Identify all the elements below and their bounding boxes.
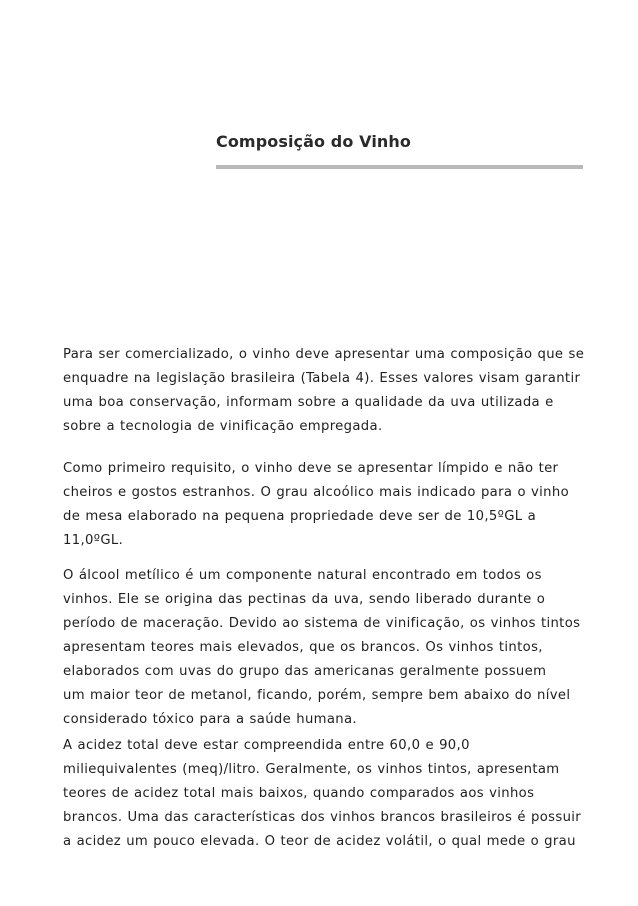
text-line: miliequivalentes (meq)/litro. Geralmente, os vinhos tintos, apresentam — [63, 762, 560, 777]
text-line: Como primeiro requisito, o vinho deve se apresentar límpido e não ter — [63, 461, 559, 476]
text-line: apresentam teores mais elevados, que os brancos. Os vinhos tintos, — [63, 640, 543, 655]
text-line: brancos. Uma das características dos vinhos brancos brasileiros é possuir — [63, 810, 582, 825]
text-line: 11,0ºGL. — [63, 533, 124, 548]
paragraph-total-acidity — [63, 734, 603, 854]
page-title: Composição do Vinho — [216, 132, 411, 151]
text-line: A acidez total deve estar compreendida entre 60,0 e 90,0 — [63, 738, 470, 753]
paragraph-methyl-alcohol — [63, 564, 603, 732]
paragraph-first-requirement — [63, 457, 603, 553]
text-line: vinhos. Ele se origina das pectinas da uva, sendo liberado durante o — [63, 592, 546, 607]
title-underline — [216, 165, 583, 169]
text-line: enquadre na legislação brasileira (Tabela 4). Esses valores visam garantir — [63, 371, 581, 386]
text-line: elaborados com uvas do grupo das americanas geralmente possuem — [63, 664, 547, 679]
text-line: Para ser comercializado, o vinho deve apresentar uma composição que se — [63, 347, 585, 362]
text-line: período de maceração. Devido ao sistema de vinificação, os vinhos tintos — [63, 616, 581, 631]
paragraph-commercialization — [63, 343, 603, 439]
text-line: uma boa conservação, informam sobre a qualidade da uva utilizada e — [63, 395, 554, 410]
text-line: O álcool metílico é um componente natural encontrado em todos os — [63, 568, 542, 583]
text-line: a acidez um pouco elevada. O teor de acidez volátil, o qual mede o grau — [63, 834, 576, 849]
text-line: de mesa elaborado na pequena propriedade deve ser de 10,5ºGL a — [63, 509, 537, 524]
text-line: sobre a tecnologia de vinificação empregada. — [63, 419, 383, 434]
text-line: um maior teor de metanol, ficando, porém, sempre bem abaixo do nível — [63, 688, 571, 703]
text-line: cheiros e gostos estranhos. O grau alcoólico mais indicado para o vinho — [63, 485, 570, 500]
text-line: considerado tóxico para a saúde humana. — [63, 712, 357, 727]
text-line: teores de acidez total mais baixos, quando comparados aos vinhos — [63, 786, 535, 801]
